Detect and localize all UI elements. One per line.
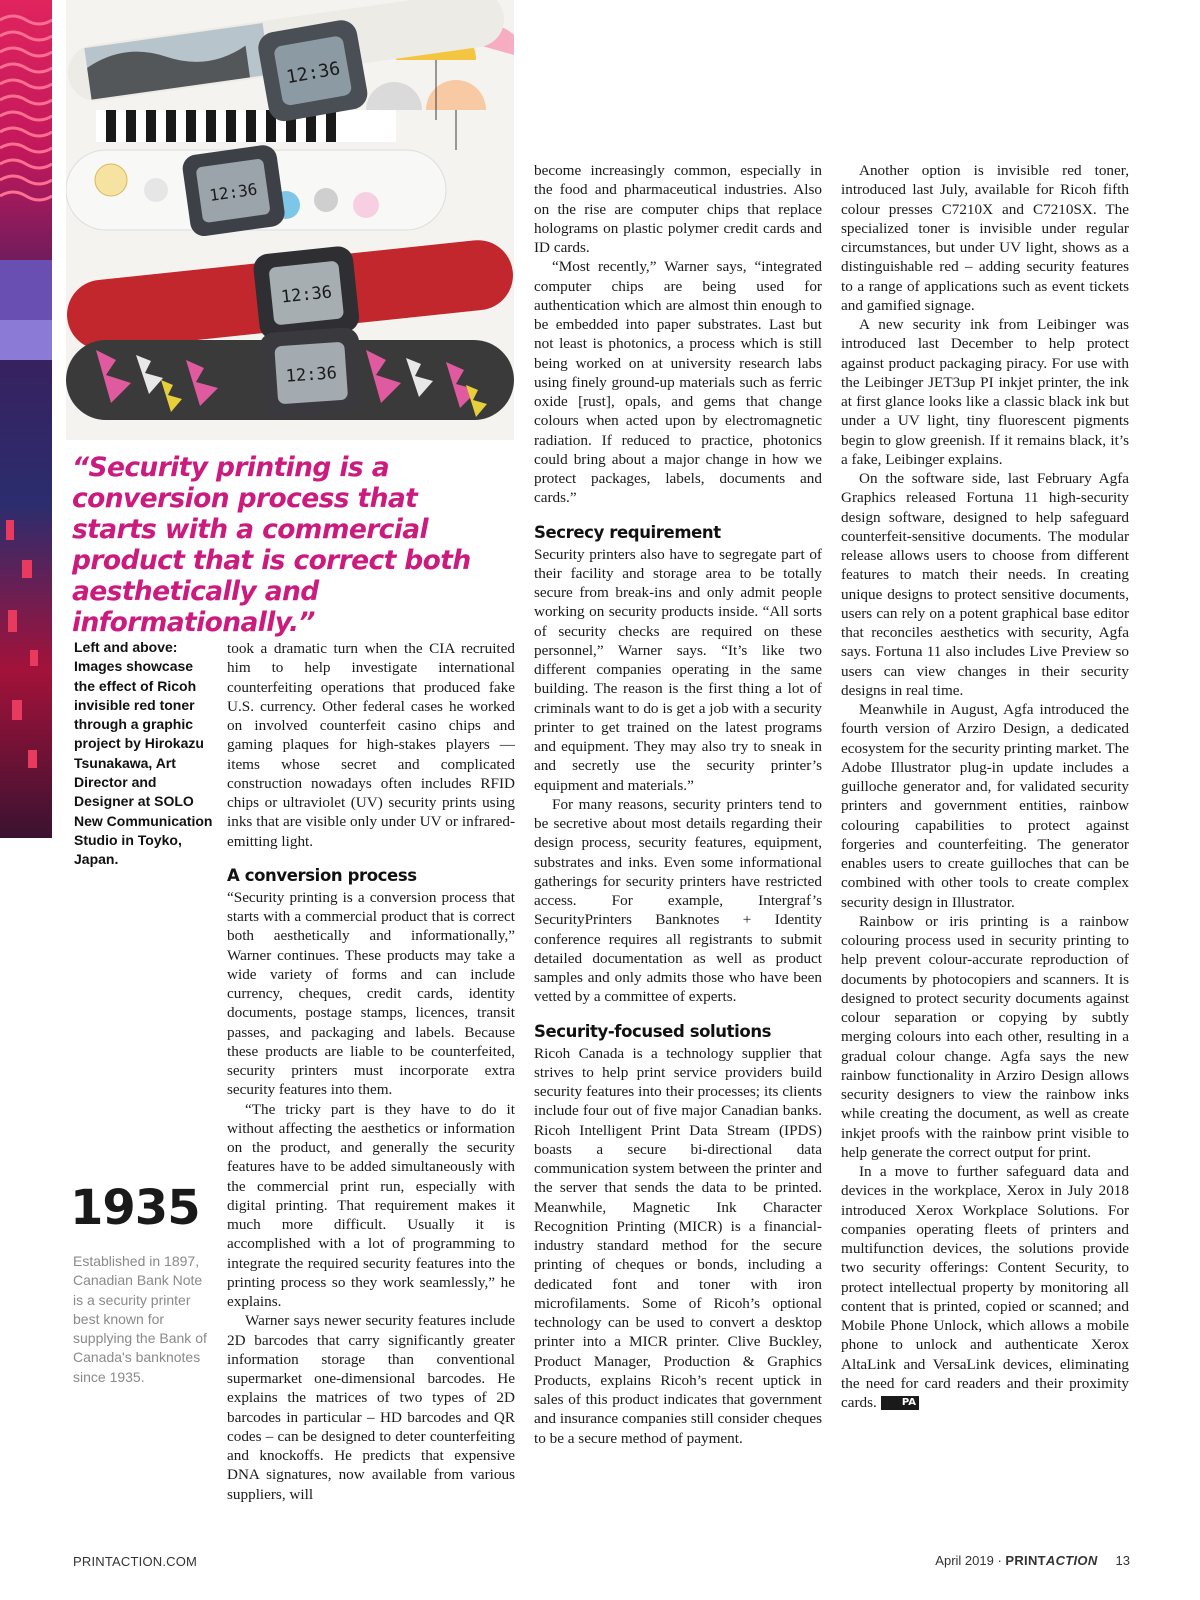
- paragraph: become increasingly common, especially in the food and pharmaceutical industries. Also on the rise are computer chips that replace holograms on plastic polymer credit cards and ID cards.: [534, 162, 822, 256]
- svg-text:12:36: 12:36: [285, 363, 338, 387]
- watch-face: [256, 18, 370, 124]
- subheading-conversion-process: A conversion process: [227, 865, 417, 885]
- watch-face-time: 12:36: [284, 58, 342, 89]
- paragraph: On the software side, last February Agfa Graphics released Fortuna 11 high-security design software, designed to help safeguard counterfeit-sensitive documents. The modular release allows users to choose from different features to match their needs. In creating unique designs to protect sensitive documents, users can rely on a potent graphical base editor that reconciles aesthetics with security, Agfa says. Fortuna 11 also includes Live Preview so users can view changes in their security designs in real time.: [841, 470, 1129, 699]
- paragraph: Warner says newer security features include 2D barcodes that carry significantly greater information storage than conventional supermarket one-dimensional barcodes. He explains the matrices of two types of 2D barcodes in particular – HD barcodes and QR codes – can be designed to deter counterfeiting and knockoffs. He predicts that expensive DNA signatures, now available from various suppliers, will: [227, 1312, 515, 1503]
- footer-website: PRINTACTION.COM: [73, 1554, 198, 1569]
- footer-brand: [1005, 1553, 1097, 1568]
- paragraph: took a dramatic turn when the CIA recruited him to help investigate international counterfeiting operations that produced fake U.S. currency. Other federal cases he worked on involved counterfeit casino chips and gaming plaques for high-stakes players — items whose secret and complicated construction nowadays often includes RFID chips or ultraviolet (UV) security prints using inks that are visible only under UV or infrared-emitting light.: [227, 640, 515, 850]
- paragraph: Security printers also have to segregate part of their facility and storage area to be totally secure from break-ins and only admit people working on security products inside. “All sorts of security checks are required on these personnel,” Warner says. “It’s like two different companies operating in the same building. The reason is the first thing a lot of criminals want to do is get a job with a security printer to get trained on the latest programs and equipment. They may also try to sneak in and secretly use the security printer’s equipment and materials.”: [534, 545, 822, 794]
- pull-quote: “Security printing is a conversion process that starts with a commercial product that is correct both aesthetically and informationally.”: [72, 452, 471, 638]
- paragraph: “Security printing is a conversion process that starts with a commercial product that is correct both aesthetically and informationally,” Warner continues. These products may take a wide variety of forms and can include currency, cheques, credit cards, identity documents, postage stamps, licences, transit passes, and packaging and labels. Because these products are liable to be counterfeited, security printers must incorporate extra security features into them.: [227, 888, 515, 1099]
- svg-text:12:36: 12:36: [280, 282, 334, 308]
- paragraph: Meanwhile in August, Agfa introduced the fourth version of Arziro Design, a dedicated ecosystem for the security printing market. The Adobe Illustrator plug-in update includes a guilloche generator and, for validated security printers and government entities, rainbow colouring capabilities to protect against forgeries and counterfeiting. The generator enables users to create guilloches that can be combined with other tools to create complex security design in Illustrator.: [841, 701, 1129, 911]
- page-number: 13: [1115, 1553, 1130, 1568]
- decorative-left-strip: [0, 0, 52, 838]
- paragraph: Rainbow or iris printing is a rainbow colouring process used in security printing to help prevent colour-accurate reproduction of documents by photocopiers and scanners. It is designed to protect security documents against colour separation or copying by subtly merging colours into each other, resulting in a gradual colour change. Agfa says the new rainbow functionality in Arziro Design allows security designers to view the rainbow inks while creating the document, as well as create inkjet proofs with the rainbow print visible to help generate the correct output for print.: [841, 912, 1129, 1161]
- paragraph: “Most recently,” Warner says, “integrated computer chips are being used for authentication which are almost thin enough to be embedded into paper substrates. Last but not least is photonics, a process which is still being worked on at university research labs using finely ground-up materials such as ferric oxide [rust], opals, and gems that change colours when acted upon by electromagnetic radiation. If reduced to practice, photonics could bring about a major change in how we protect packages, labels, documents and cards.”: [534, 258, 822, 507]
- footer-date: April 2019 ·: [935, 1553, 1006, 1568]
- subheading-security-solutions: Security-focused solutions: [534, 1021, 772, 1041]
- article-column-2: [534, 161, 822, 1448]
- fact-year: 1935: [70, 1180, 200, 1236]
- article-column-1: [227, 639, 515, 1504]
- paragraph: Ricoh Canada is a technology supplier that strives to help print service providers build security features into their processes; its clients include four out of five major Canadian banks. Ricoh Intelligent Print Data Stream (IPDS) boasts a secure bi-directional data communication system between the printer and the server that sends the data to be printed. Meanwhile, Magnetic Ink Character Recognition Printing (MICR) is a financial-industry standard method for the secure printing of cheques or bonds, including a dedicated font and toner with iron microfilaments. Some of Ricoh’s optional technology can be used to convert a desktop printer into a MICR printer. Clive Buckley, Product Manager, Production & Graphics Products, explains Ricoh’s recent uptick in sales of this product indicates that government and insurance companies still consider cheques to be a secure method of payment.: [534, 1044, 822, 1447]
- paragraph: A new security ink from Leibinger was introduced last December to help protect against product packaging piracy. For use with the Leibinger JET3up PI inkjet printer, the ink at first glance looks like a classic black ink but under a UV light, tiny fluorescent pigments begin to glow greenish. If it remains black, it’s a fake, Leibinger explains.: [841, 316, 1129, 468]
- article-column-3: [841, 161, 1129, 1412]
- footer-folio: [935, 1553, 1130, 1568]
- watch-photo: [66, 0, 514, 440]
- paragraph: For many reasons, security printers tend to be secretive about most details regarding their design process, security features, equipment, substrates and inks. Even some informational gatherings for security printers have restricted access. For example, Intergraf’s SecurityPrinters Banknotes + Identity conference requires all registrants to submit detailed documentation as well as product samples and only admits those who have been vetted by a committee of experts.: [534, 795, 822, 1006]
- brand-action: ACTION: [1045, 1553, 1098, 1568]
- watch-face: [181, 143, 286, 237]
- brand-print: PRINT: [1005, 1553, 1046, 1568]
- paragraph-last: [841, 1162, 1129, 1412]
- watch-face: [252, 245, 360, 341]
- svg-text:12:36: 12:36: [208, 179, 259, 205]
- paragraph: “The tricky part is they have to do it without affecting the aesthetics or information on the product, and generally the security features have to be added simultaneously with the commercial print run, especially with digital printing. That requirement makes it much more difficult. Usually it is accomplished with a lot of programming to integrate the required security features into the printing process so they work seamlessly,” he explains.: [227, 1100, 515, 1310]
- fact-note: Established in 1897, Canadian Bank Note is a security printer best known for supplying the Bank of Canada's banknotes since 1935.: [73, 1253, 207, 1385]
- photo-caption: Left and above: Images showcase the effect of Ricoh invisible red toner through a graphic project by Hirokazu Tsunakawa, Art Director and Designer at SOLO New Communication Studio in Toyko, Japan.: [74, 639, 213, 868]
- paragraph-text: In a move to further safeguard data and devices in the workplace, Xerox in July 2018 introduced Xerox Workplace Solutions. For companies operating fleets of printers and multifunction devices, the solutions provide two security offerings: Content Security, to protect intellectual property by monitoring all content that is printed, copied or scanned; and Mobile Phone Unlock, which allows a mobile phone to unlock and authenticate Xerox AltaLink and VersaLink devices, eliminating the need for card readers and their proximity cards.: [841, 1163, 1129, 1411]
- subheading-secrecy-requirement: Secrecy requirement: [534, 522, 721, 542]
- end-mark: PA: [881, 1396, 919, 1410]
- watch-face: [258, 327, 364, 420]
- paragraph: Another option is invisible red toner, introduced last July, available for Ricoh fifth colour presses C7210X and C7210SX. The specialized toner is invisible under regular circumstances, but under UV light, shows as a distinguishable red – adding security features to a range of applications such as event tickets and gamified signage.: [841, 162, 1129, 314]
